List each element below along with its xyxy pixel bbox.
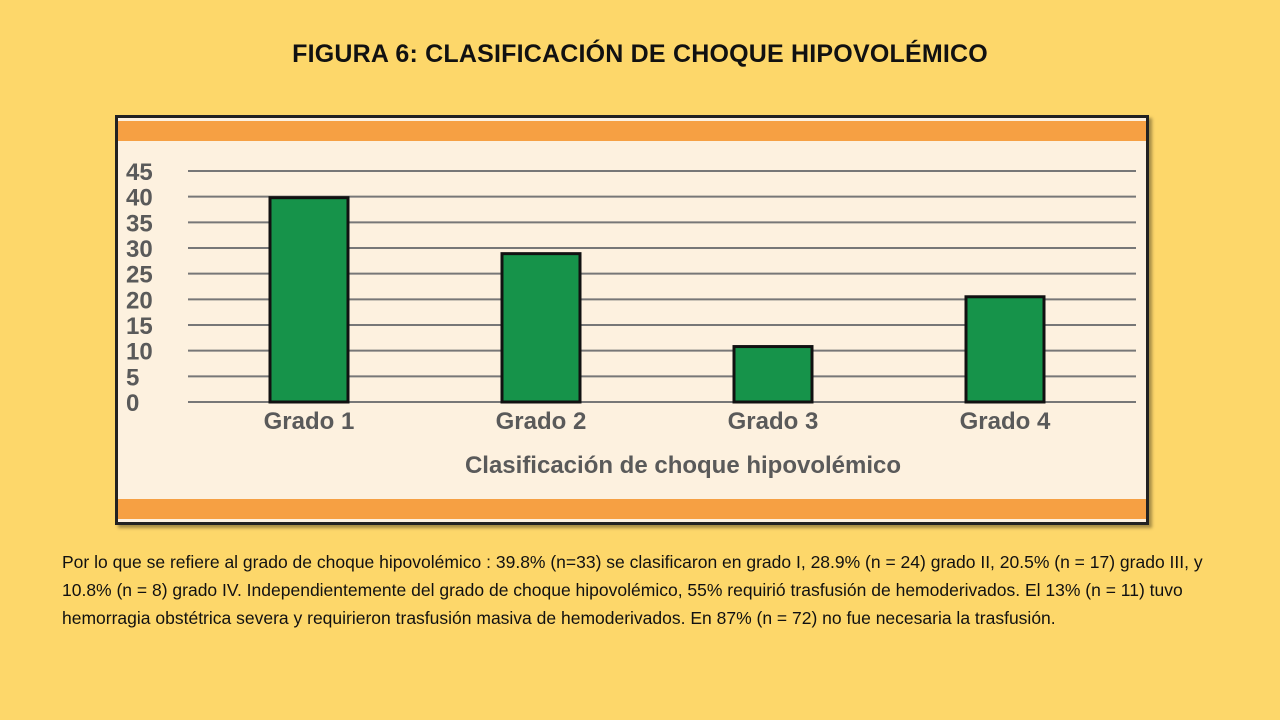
y-tick-label: 0 xyxy=(126,390,140,417)
bar-grado-1 xyxy=(270,198,348,402)
y-tick-label: 5 xyxy=(126,364,140,392)
x-tick-label: Grado 2 xyxy=(495,408,587,435)
caption-text: Por lo que se refiere al grado de choque hipovolémico : 39.8% (n=33) se clasificaron en grado I, 28.9% (n = 24) grado II, 20.5% (n = 17) grado III, y 10.8% (n = 8) grado IV. Independientemente del grado de choque hipovolémico, 55% requirió trasfusión de hemoderivados. El 13% (n = 11) tuvo hemorragia obstétrica severa y requirieron trasfusión masiva de hemoderivados. En 87% (n = 72) no fue necesaria la trasfusión. xyxy=(62,552,1203,628)
slide-title: FIGURA 6: CLASIFICACIÓN DE CHOQUE HIPOVOLÉMICO xyxy=(292,40,988,68)
figure-frame xyxy=(115,115,1149,525)
bar-grado-3 xyxy=(734,347,812,402)
y-tick-label: 15 xyxy=(126,313,153,340)
bar-grado-2 xyxy=(502,254,580,402)
y-tick-label: 35 xyxy=(126,210,153,238)
y-tick-label: 30 xyxy=(126,236,153,263)
bar-chart xyxy=(118,118,1146,522)
x-tick-label: Grado 4 xyxy=(959,408,1051,435)
y-tick-label: 25 xyxy=(126,261,153,289)
bar-grado-4 xyxy=(966,297,1044,402)
x-axis-label: Clasificación de choque hipovolémico xyxy=(464,452,902,479)
x-tick-label: Grado 3 xyxy=(727,408,819,435)
y-tick-label: 40 xyxy=(126,184,153,212)
y-tick-label: 45 xyxy=(126,159,153,186)
y-tick-label: 10 xyxy=(126,338,153,366)
x-tick-label: Grado 1 xyxy=(263,408,355,435)
y-tick-label: 20 xyxy=(126,287,153,315)
